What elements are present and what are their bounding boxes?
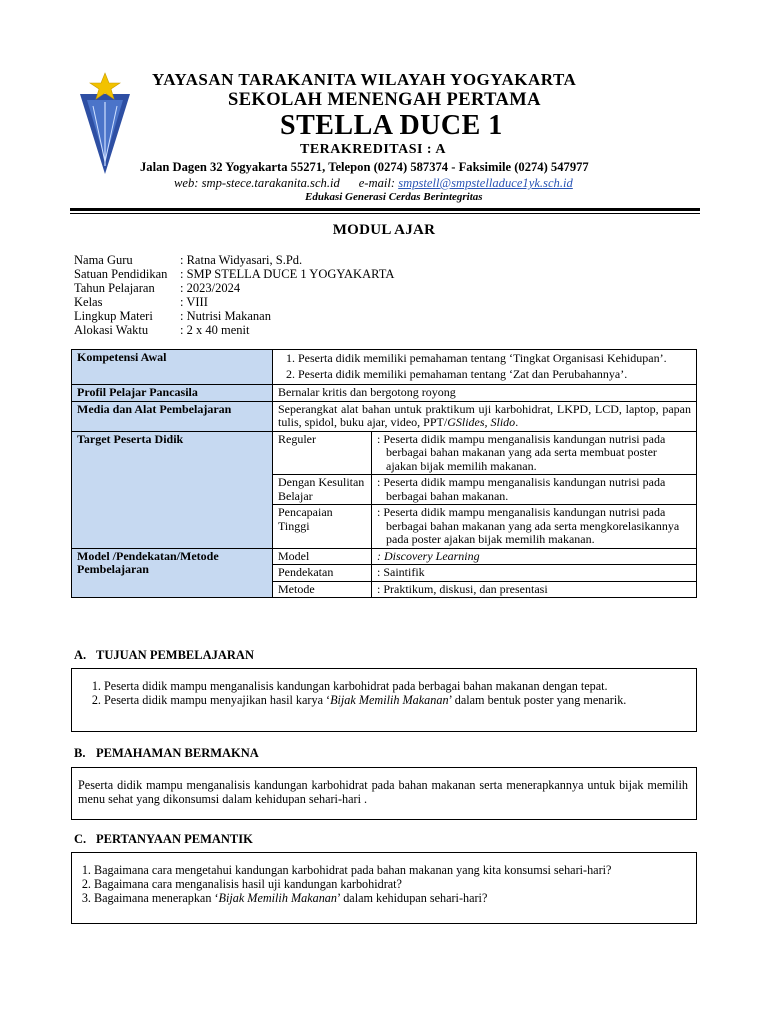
identity-label: Satuan Pendidikan [74, 267, 168, 281]
target-desc-text: : Peserta didik mampu menganalisis kandungan nutrisi pada berbagai bahan makanan. [377, 475, 666, 503]
target-desc [372, 431, 697, 475]
target-desc-text: : Peserta didik mampu menganalisis kandungan nutrisi pada berbagai bahan makanan yang ada serta membuat poster ajakan bijak memilih makanan. [377, 431, 666, 473]
model-desc: : Praktikum, diskusi, dan presentasi [372, 581, 697, 598]
section-number: A. [74, 648, 87, 662]
media-italic: GSlides, Slido [447, 415, 516, 429]
identity-row [74, 281, 240, 295]
section-title: TUJUAN PEMBELAJARAN [96, 648, 254, 662]
school-motto: Edukasi Generasi Cerdas Berintegritas [305, 191, 483, 203]
identity-row [74, 309, 271, 323]
model-desc: : Saintifik [372, 565, 697, 582]
row-header: Media dan Alat Pembelajaran [72, 401, 273, 431]
school-address: Jalan Dagen 32 Yogyakarta 55271, Telepon (0274) 587374 - Faksimile (0274) 547977 [140, 160, 589, 174]
identity-label: Alokasi Waktu [74, 323, 149, 337]
row-header: Profil Pelajar Pancasila [72, 385, 273, 402]
list-item: 2. Bagaimana cara menganalisis hasil uji kandungan karbohidrat? [94, 877, 688, 891]
media-end: . [515, 415, 519, 429]
email-label: e-mail: [358, 176, 396, 190]
section-title: PEMAHAMAN BERMAKNA [96, 746, 259, 760]
identity-value: : Nutrisi Makanan [180, 309, 271, 323]
row-header: Model /Pendekatan/Metode Pembelajaran [72, 548, 273, 598]
target-desc [372, 475, 697, 505]
target-kind: Reguler [273, 431, 372, 475]
section-heading-b [74, 746, 259, 761]
email-link[interactable]: smpstell@smpstelladuce1yk.sch.id [398, 176, 573, 190]
list-item: 1. Peserta didik mampu menganalisis kandungan karbohidrat pada berbagai bahan makanan dengan tepat. [104, 679, 688, 693]
identity-label: Tahun Pelajaran [74, 281, 155, 295]
identity-value: : 2 x 40 menit [180, 323, 250, 337]
section-heading-c [74, 832, 253, 847]
contact-line [174, 176, 573, 191]
header-divider-thin [70, 213, 700, 214]
row-header: Target Peserta Didik [72, 431, 273, 548]
accreditation: TERAKREDITASI : A [300, 142, 446, 157]
kompetensi-cell [273, 350, 697, 385]
table-row [72, 548, 697, 565]
section-heading-a [74, 648, 254, 663]
row-header: Kompetensi Awal [72, 350, 273, 385]
italic-span: Bijak Memilih Makanan [218, 891, 337, 905]
list-item: 1. Bagaimana cara mengetahui kandungan karbohidrat pada bahan makanan yang kita konsumsi sehari-hari? [94, 863, 688, 877]
section-title: PERTANYAAN PEMANTIK [96, 832, 253, 846]
table-row [72, 350, 697, 385]
list-item: 2. Peserta didik memiliki pemahaman tentang ‘Zat dan Perubahannya’. [298, 368, 691, 382]
identity-label: Kelas [74, 295, 103, 309]
paragraph: Peserta didik mampu menganalisis kandungan karbohidrat pada bahan makanan serta menerapkannya untuk bijak memilih menu sehat yang dikonsumsi dalam kehidupan sehari-hari . [78, 778, 688, 806]
identity-row [74, 267, 394, 281]
target-desc-text: : Peserta didik mampu menganalisis kandungan nutrisi pada berbagai bahan makanan yang ada serta mengkorelasikannya pada poster ajakan bijak memilih makanan. [377, 505, 680, 546]
identity-row [74, 295, 208, 309]
text-span: ’ dalam bentuk poster yang menarik. [448, 693, 627, 707]
identity-value: : 2023/2024 [180, 281, 241, 295]
model-kind: Pendekatan [273, 565, 372, 582]
section-number: C. [74, 832, 87, 846]
list-item [104, 693, 688, 707]
pemantik-box [71, 852, 697, 924]
table-row [72, 431, 697, 475]
school-name: STELLA DUCE 1 [280, 110, 503, 141]
tujuan-box [71, 668, 697, 732]
section-number: B. [74, 746, 86, 760]
table-cell: Bernalar kritis dan bergotong royong [273, 385, 697, 402]
italic-span: Bijak Memilih Makanan [330, 693, 449, 707]
document-title: MODUL AJAR [332, 222, 436, 238]
text-span: Peserta didik mampu menyajikan hasil karya ‘ [104, 693, 331, 707]
identity-row [74, 323, 249, 337]
target-desc [372, 505, 697, 549]
text-span: Bagaimana menerapkan ‘ [94, 891, 219, 905]
table-row [72, 401, 697, 431]
list-item [94, 891, 688, 905]
table-row [72, 385, 697, 402]
list-item: 1. Peserta didik memiliki pemahaman tentang ‘Tingkat Organisasi Kehidupan’. [298, 352, 691, 366]
school-crest-star-icon [78, 72, 132, 176]
pemahaman-box [71, 767, 697, 820]
header-divider-thick [70, 208, 700, 211]
target-kind: Pencapaian Tinggi [273, 505, 372, 549]
identity-label: Nama Guru [74, 253, 133, 267]
school-level: SEKOLAH MENENGAH PERTAMA [228, 90, 541, 110]
media-cell [273, 401, 697, 431]
module-info-table [71, 349, 697, 598]
foundation-name: YAYASAN TARAKANITA WILAYAH YOGYAKARTA [152, 70, 577, 89]
identity-value: : Ratna Widyasari, S.Pd. [180, 253, 303, 267]
text-span: ’ dalam kehidupan sehari-hari? [337, 891, 488, 905]
identity-row [74, 253, 302, 267]
identity-value: : VIII [180, 295, 208, 309]
media-text: Seperangkat alat bahan untuk praktikum uji karbohidrat, LKPD, LCD, laptop, papan tulis, spidol, buku ajar, video, PPT/ [278, 401, 691, 429]
model-desc: : Discovery Learning [372, 548, 697, 565]
website-text: web: smp-stece.tarakanita.sch.id [174, 176, 340, 190]
target-kind: Dengan Kesulitan Belajar [273, 475, 372, 505]
model-kind: Metode [273, 581, 372, 598]
identity-label: Lingkup Materi [74, 309, 153, 323]
model-kind: Model [273, 548, 372, 565]
identity-value: : SMP STELLA DUCE 1 YOGYAKARTA [180, 267, 395, 281]
